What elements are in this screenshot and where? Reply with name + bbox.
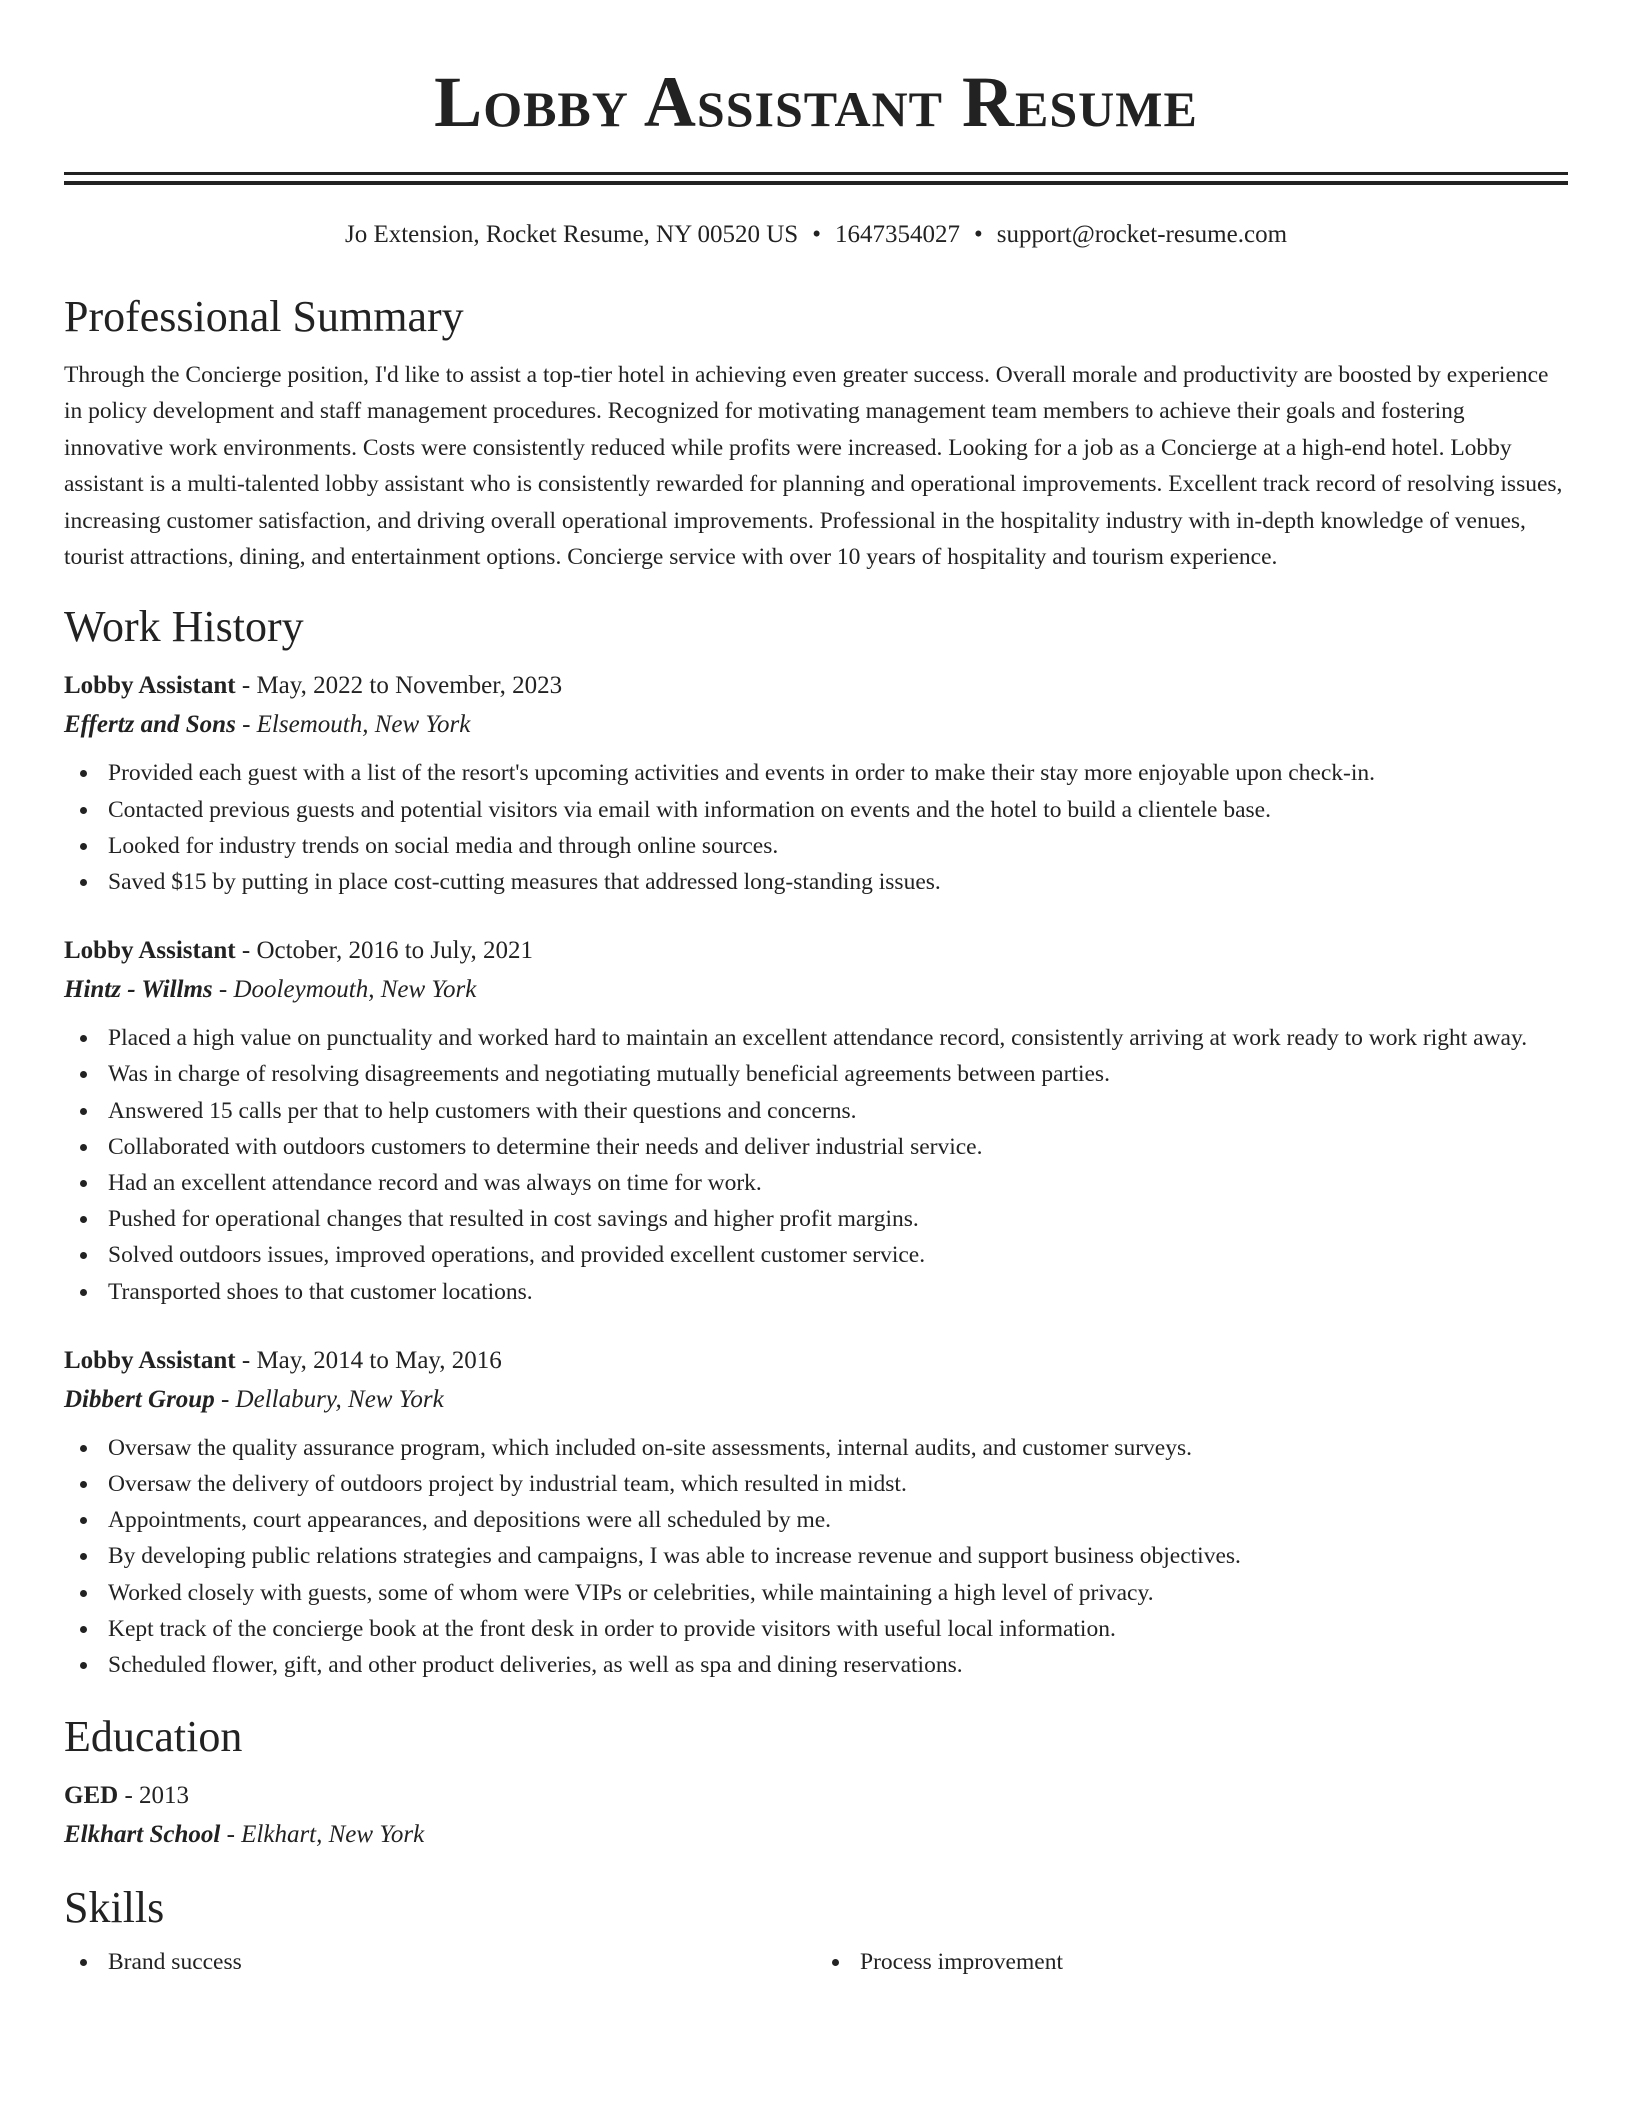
job-dates: May, 2022 to November, 2023 bbox=[256, 672, 563, 700]
list-item: Placed a high value on punctuality and worked hard to maintain an excellent attendance record, consistently arriving at work ready to work right away. bbox=[64, 1020, 1568, 1056]
job-title: Lobby Assistant bbox=[64, 1346, 236, 1374]
skills-column-left bbox=[64, 1944, 816, 1980]
job-location: Dooleymouth, New York bbox=[233, 976, 477, 1004]
list-item: Oversaw the quality assurance program, which included on-site assessments, internal audits, and customer surveys. bbox=[64, 1430, 1568, 1466]
contact-address: Jo Extension, Rocket Resume, NY 00520 US bbox=[344, 221, 799, 248]
list-item: Was in charge of resolving disagreements and negotiating mutually beneficial agreements between parties. bbox=[64, 1056, 1568, 1092]
list-item: Oversaw the delivery of outdoors project by industrial team, which resulted in midst. bbox=[64, 1466, 1568, 1502]
list-item: Pushed for operational changes that resulted in cost savings and higher profit margins. bbox=[64, 1201, 1568, 1237]
work-history-heading: Work History bbox=[64, 602, 304, 652]
job-company: Hintz - Willms bbox=[64, 976, 213, 1004]
education-school-line: Elkhart School - Elkhart, New York bbox=[64, 1821, 425, 1849]
contact-line bbox=[64, 219, 1568, 251]
list-item: Process improvement bbox=[816, 1944, 1568, 1980]
list-item: Scheduled flower, gift, and other product deliveries, as well as spa and dining reservations. bbox=[64, 1647, 1568, 1683]
job-entry bbox=[64, 1344, 1568, 1683]
job-bullets bbox=[64, 1430, 1568, 1683]
skills-list bbox=[816, 1944, 1568, 1980]
education-heading: Education bbox=[64, 1712, 243, 1762]
list-item: By developing public relations strategies and campaigns, I was able to increase revenue and support business objectives. bbox=[64, 1538, 1568, 1574]
job-location: Elsemouth, New York bbox=[256, 711, 471, 739]
job-company-line: Dibbert Group - Dellabury, New York bbox=[64, 1385, 444, 1413]
list-item: Answered 15 calls per that to help customers with their questions and concerns. bbox=[64, 1093, 1568, 1129]
summary-heading: Professional Summary bbox=[64, 292, 464, 341]
job-company: Effertz and Sons bbox=[64, 711, 236, 739]
list-item: Appointments, court appearances, and depositions were all scheduled by me. bbox=[64, 1502, 1568, 1538]
job-location: Dellabury, New York bbox=[235, 1385, 444, 1413]
contact-separator: • bbox=[812, 221, 821, 248]
list-item: Transported shoes to that customer locations. bbox=[64, 1274, 1568, 1310]
job-dates: May, 2014 to May, 2016 bbox=[256, 1346, 502, 1374]
job-company-line: Hintz - Willms - Dooleymouth, New York bbox=[64, 976, 477, 1004]
skills-column-right bbox=[816, 1944, 1568, 1980]
title-rule-bottom bbox=[64, 181, 1568, 185]
job-company: Dibbert Group bbox=[64, 1385, 215, 1413]
job-title: Lobby Assistant bbox=[64, 937, 236, 965]
list-item: Brand success bbox=[64, 1944, 816, 1980]
education-entry bbox=[64, 1779, 1568, 1852]
skills-heading: Skills bbox=[64, 1883, 165, 1933]
job-dates: October, 2016 to July, 2021 bbox=[256, 937, 533, 965]
job-entry bbox=[64, 934, 1568, 1310]
education-school: Elkhart School bbox=[64, 1821, 221, 1849]
list-item: Kept track of the concierge book at the front desk in order to provide visitors with useful local information. bbox=[64, 1611, 1568, 1647]
job-title: Lobby Assistant bbox=[64, 672, 236, 700]
education-location: Elkhart, New York bbox=[241, 1821, 425, 1849]
resume-title: Lobby Assistant Resume bbox=[434, 62, 1198, 142]
job-title-line: Lobby Assistant - May, 2022 to November, 2023 bbox=[64, 672, 563, 700]
list-item: Collaborated with outdoors customers to determine their needs and deliver industrial service. bbox=[64, 1129, 1568, 1165]
job-entry bbox=[64, 669, 1568, 900]
list-item: Contacted previous guests and potential visitors via email with information on events and the hotel to build a clientele base. bbox=[64, 792, 1568, 828]
job-bullets bbox=[64, 755, 1568, 900]
title-rule-top bbox=[64, 172, 1568, 175]
list-item: Saved $15 by putting in place cost-cutting measures that addressed long-standing issues. bbox=[64, 864, 1568, 900]
skills-grid bbox=[64, 1944, 1568, 1980]
education-degree: GED bbox=[64, 1782, 119, 1810]
education-year: 2013 bbox=[139, 1782, 190, 1810]
job-bullets bbox=[64, 1020, 1568, 1310]
job-title-line: Lobby Assistant - May, 2014 to May, 2016 bbox=[64, 1346, 502, 1374]
list-item: Worked closely with guests, some of whom were VIPs or celebrities, while maintaining a high level of privacy. bbox=[64, 1575, 1568, 1611]
list-item: Provided each guest with a list of the resort's upcoming activities and events in order to make their stay more enjoyable upon check-in. bbox=[64, 755, 1568, 791]
list-item: Looked for industry trends on social media and through online sources. bbox=[64, 828, 1568, 864]
contact-separator: • bbox=[973, 221, 983, 248]
summary-text: Through the Concierge position, I'd like to assist a top-tier hotel in achieving even greater success. Overall morale and productivity are boosted by experience in policy development and staff management procedures. Recognized for motivating management team members to achieve their goals and fostering innovative work environments. Costs were consistently reduced while profits were increased. Looking for a job as a Concierge at a high-end hotel. Lobby assistant is a multi-talented lobby assistant who is consistently rewarded for planning and operational improvements. Excellent track record of resolving issues, increasing customer satisfaction, and driving overall operational improvements. Professional in the hospitality industry with in-depth knowledge of venues, tourist attractions, dining, and entertainment options. Concierge service with over 10 years of hospitality and tourism experience. bbox=[64, 362, 1563, 571]
job-title-line: Lobby Assistant - October, 2016 to July, 2021 bbox=[64, 937, 533, 965]
job-company-line: Effertz and Sons - Elsemouth, New York bbox=[64, 711, 471, 739]
list-item: Had an excellent attendance record and was always on time for work. bbox=[64, 1165, 1568, 1201]
contact-email: support@rocket-resume.com bbox=[996, 221, 1288, 248]
skills-list bbox=[64, 1944, 816, 1980]
education-degree-line: GED - 2013 bbox=[64, 1782, 190, 1810]
list-item: Solved outdoors issues, improved operations, and provided excellent customer service. bbox=[64, 1237, 1568, 1273]
contact-phone: 1647354027 bbox=[834, 221, 960, 248]
